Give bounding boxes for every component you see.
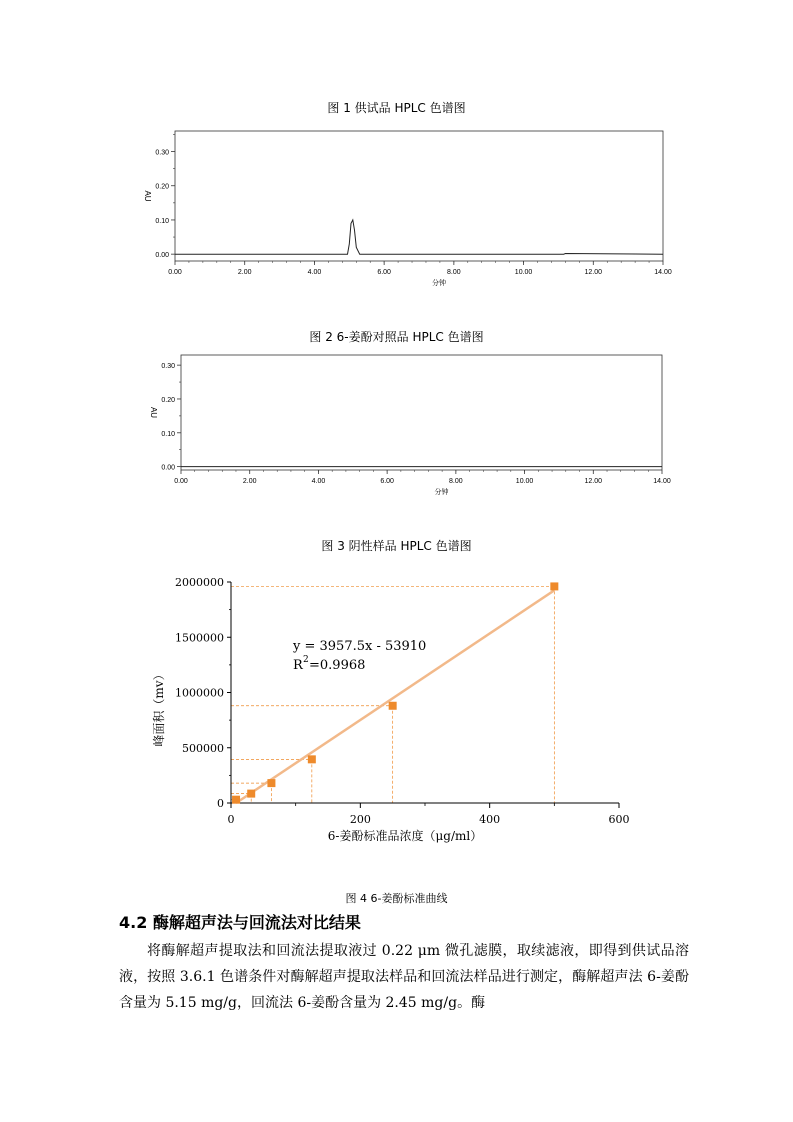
x-tick-label: 600: [608, 813, 630, 826]
x-tick-label: 2.00: [237, 269, 252, 276]
x-tick-label: 14.00: [654, 269, 672, 276]
figure-2-caption: 图 2 6-姜酚对照品 HPLC 色谱图: [309, 330, 484, 344]
y-tick-label: 1500000: [175, 631, 224, 645]
standard-curve-chart: [0, 570, 793, 870]
chromatogram-reference: [0, 350, 793, 510]
y-tick-label: 0.00: [155, 252, 169, 260]
y-tick-label: 0.30: [161, 363, 175, 371]
plot-frame: [175, 131, 663, 261]
figure-1-caption: 图 1 供试品 HPLC 色谱图: [327, 101, 466, 115]
data-point: [308, 755, 316, 763]
x-tick-label: 12.00: [584, 478, 603, 485]
chromatogram-sample: [0, 125, 793, 315]
r-squared-value: =0.9968: [309, 658, 366, 673]
x-tick-label: 6.00: [377, 269, 391, 276]
y-tick-label: 0.00: [161, 464, 175, 472]
x-tick-label: 0.00: [174, 478, 188, 485]
figure-3-caption: 图 3 阴性样品 HPLC 色谱图: [321, 539, 472, 553]
x-axis-label: 分钟: [432, 280, 446, 287]
data-point: [232, 796, 240, 804]
x-tick-label: 8.00: [449, 478, 463, 485]
y-tick-label: 2000000: [175, 576, 224, 589]
regression-line: [236, 590, 554, 803]
x-tick-label: 12.00: [584, 269, 603, 276]
data-point: [267, 779, 275, 787]
y-tick-label: 0.30: [155, 149, 169, 157]
y-tick-label: 1000000: [175, 686, 224, 700]
x-tick-label: 0: [227, 813, 235, 826]
x-axis-label: 6-姜酚标准品浓度（μg/ml）: [327, 829, 483, 843]
x-tick-label: 2.00: [242, 478, 257, 485]
data-point: [550, 582, 558, 590]
r-squared-superscript: 2: [303, 655, 309, 665]
chromatogram-trace: [175, 220, 663, 254]
y-tick-label: 0: [217, 797, 224, 810]
r-squared-label: R: [293, 658, 303, 673]
x-tick-label: 14.00: [653, 478, 671, 485]
y-axis-label: AU: [143, 190, 152, 202]
y-tick-label: 0.20: [155, 183, 169, 191]
x-tick-label: 400: [479, 813, 501, 826]
x-tick-label: 200: [349, 813, 371, 826]
y-tick-label: 0.10: [155, 217, 169, 225]
y-axis-label: AU: [149, 406, 158, 419]
x-tick-label: 0.00: [168, 269, 182, 276]
y-tick-label: 0.20: [161, 396, 175, 404]
x-tick-label: 10.00: [515, 478, 534, 485]
x-tick-label: 10.00: [514, 269, 533, 276]
x-tick-label: 6.00: [380, 478, 394, 485]
regression-equation: y = 3957.5x - 53910: [293, 639, 427, 654]
figure-4-caption: 图 4 6-姜酚标准曲线: [345, 892, 448, 905]
x-tick-label: 8.00: [447, 269, 461, 276]
x-tick-label: 4.00: [307, 269, 322, 276]
x-axis-label: 分钟: [434, 489, 449, 496]
y-tick-label: 0.10: [161, 430, 175, 438]
body-paragraph: 将酶解超声提取法和回流法提取液过 0.22 μm 微孔滤膜，取续滤液，即得到供试品溶液，按照 3.6.1 色谱条件对酶解超声提取法样品和回流法样品进行测定，酶解超声法 6-姜酚含量为 5.15 mg/g，回流法 6-姜酚含量为 2.45 mg/g。酶: [119, 943, 689, 1011]
section-heading: 4.2 酶解超声法与回流法对比结果: [119, 913, 361, 932]
data-point: [247, 790, 255, 798]
y-axis-label: 峰面积（mv）: [152, 668, 166, 747]
data-point: [389, 702, 397, 710]
y-tick-label: 500000: [182, 741, 224, 755]
plot-frame: [181, 355, 662, 470]
x-tick-label: 4.00: [311, 478, 326, 485]
